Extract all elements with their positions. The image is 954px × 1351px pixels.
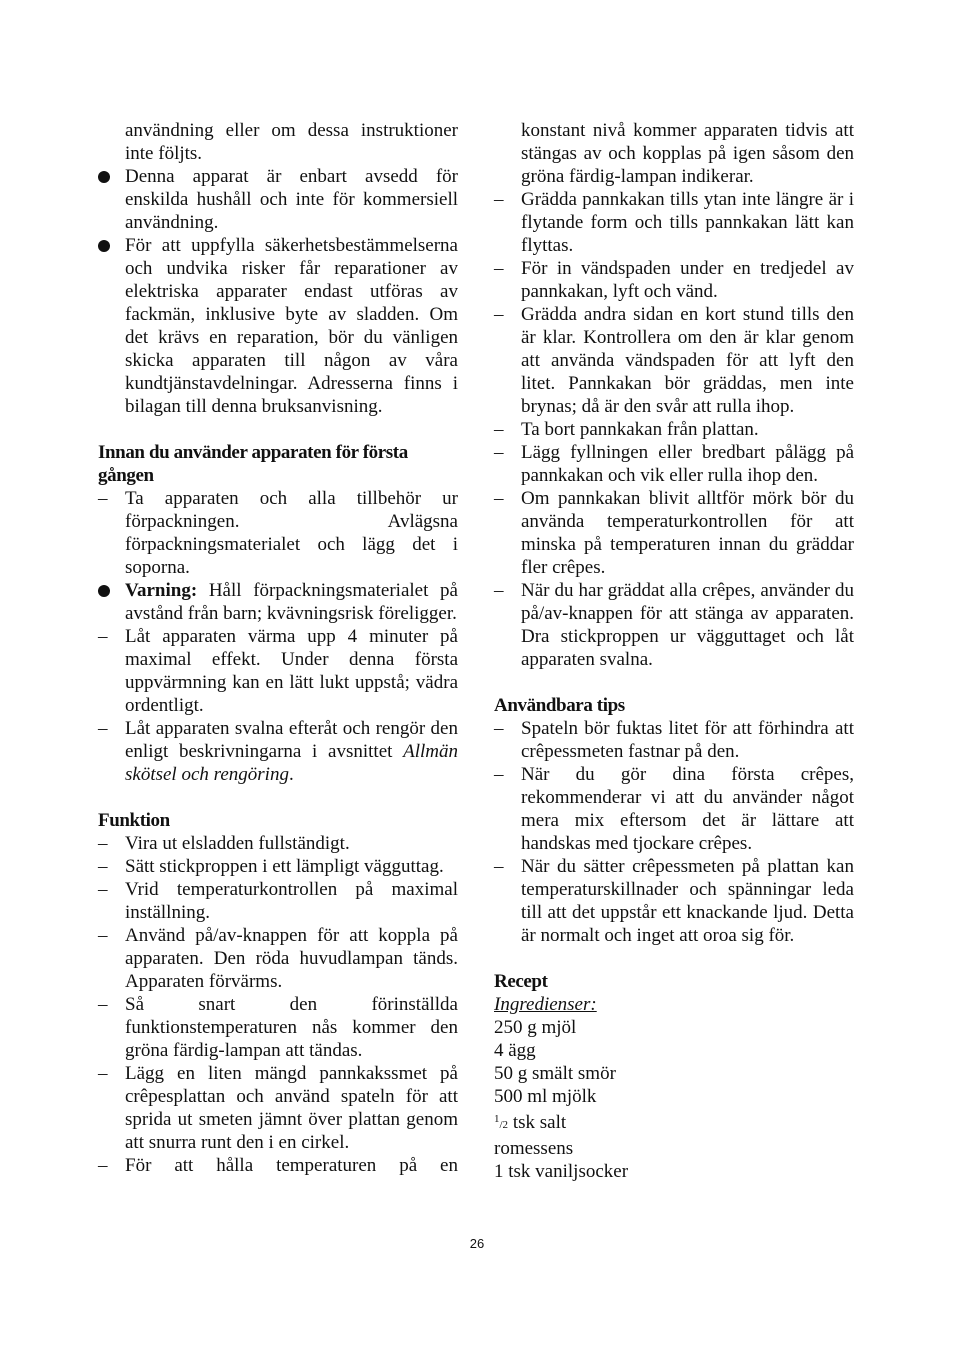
item-text: Sätt stickproppen i ett lämpligt vägguttag. <box>125 856 444 877</box>
item-text: Använd på/av-knappen för att koppla på apparaten. Den röda huvudlampan tänds. Apparaten förvärms. <box>125 925 458 992</box>
ingredient-line: 250 g mjöl <box>494 1017 577 1038</box>
dash-icon: – <box>494 258 504 279</box>
dash-item <box>98 717 458 786</box>
dash-icon: – <box>494 304 504 325</box>
item-text: Vrid temperaturkontrollen på maximal inställning. <box>125 879 458 923</box>
continued-text: konstant nivå kommer apparaten tidvis att stängas av och kopplas på igen såsom den gröna färdig-lampan indikerar. <box>521 120 854 187</box>
dash-item <box>98 1154 458 1177</box>
bullet-item <box>98 234 458 418</box>
ingredient-text: tsk salt <box>508 1112 567 1133</box>
bullet-text: Denna apparat är enbart avsedd för enskilda hushåll och inte för kommersiell användning. <box>125 166 458 233</box>
dash-icon: – <box>98 626 108 647</box>
dash-icon: – <box>98 994 108 1015</box>
item-text: Låt apparaten värma upp 4 minuter på maximal effekt. Under denna första uppvärmning kan en lätt lukt uppstå; vädra ordentligt. <box>125 626 458 716</box>
dash-item <box>494 188 854 257</box>
dash-item <box>98 993 458 1062</box>
dash-icon: – <box>98 925 108 946</box>
item-text: Ta bort pannkakan från plattan. <box>521 419 759 440</box>
page-number: 26 <box>469 1236 485 1251</box>
dash-item <box>98 855 458 878</box>
dash-icon: – <box>494 419 504 440</box>
spacer <box>494 671 854 694</box>
item-text: Vira ut elsladden fullständigt. <box>125 833 350 854</box>
item-text: Om pannkakan blivit alltför mörk bör du använda temperaturkontrollen för att minska på temperaturen innan du gräddar fler crêpes. <box>521 488 854 578</box>
section-heading: Innan du använder apparaten för första gången <box>98 442 408 486</box>
fraction-numerator: 1 <box>494 1113 500 1125</box>
bullet-dot-icon <box>98 234 125 258</box>
ingredient-line: 500 ml mjölk <box>494 1086 597 1107</box>
dash-icon: – <box>98 1155 108 1176</box>
dash-icon: – <box>494 764 504 785</box>
dash-item <box>494 717 854 763</box>
item-text-end: . <box>288 764 294 785</box>
item-text: Låt apparaten svalna efteråt och rengör den enligt beskrivningarna i avsnittet <box>125 718 458 762</box>
item-text: Grädda pannkakan tills ytan inte längre är i flytande form och tills pannkakan lätt kan flyttas. <box>521 189 854 256</box>
right-column <box>494 119 854 1183</box>
continued-text: användning eller om dessa instruktioner inte följts. <box>125 120 458 164</box>
dash-icon: – <box>98 856 108 877</box>
item-text: När du sätter crêpessmeten på plattan kan temperaturskillnader och spänningar leda till att det uppstår ett knackande ljud. Detta är normalt och inget att oroa sig för. <box>521 856 854 946</box>
bullet-dot-icon <box>98 165 125 189</box>
dash-item <box>98 878 458 924</box>
dash-icon: – <box>98 488 108 509</box>
ingredient-line <box>494 1108 854 1137</box>
dash-icon: – <box>494 442 504 463</box>
section-reference: Allmän skötsel och rengöring <box>125 741 458 785</box>
dash-item <box>494 418 854 441</box>
dash-item <box>98 924 458 993</box>
spacer <box>98 786 458 809</box>
section-heading: Användbara tips <box>494 695 625 716</box>
dash-item <box>494 441 854 487</box>
dash-item <box>494 303 854 418</box>
dash-icon: – <box>494 856 504 877</box>
dash-icon: – <box>98 879 108 900</box>
ingredient-line: 1 tsk vaniljsocker <box>494 1161 629 1182</box>
item-text: Ta apparaten och alla tillbehör ur förpackningen. Avlägsna förpackningsmaterialet och lägg det i soporna. <box>125 488 458 578</box>
dash-icon: – <box>98 1063 108 1084</box>
bullet-dot-icon <box>98 579 125 603</box>
dash-icon: – <box>98 718 108 739</box>
dash-item <box>98 487 458 579</box>
dash-icon: – <box>494 718 504 739</box>
item-text: För att hålla temperaturen på en <box>125 1155 458 1176</box>
item-text: När du har gräddat alla crêpes, använder du på/av-knappen för att stänga av apparaten. Dra stickproppen ur vägguttaget och låt apparaten svalna. <box>521 580 854 670</box>
dash-item <box>494 763 854 855</box>
fraction-denominator: /2 <box>499 1119 509 1131</box>
bullet-item <box>98 165 458 234</box>
warning-text: Håll förpackningsmaterialet på avstånd från barn; kvävningsrisk föreligger. <box>125 580 458 624</box>
dash-item <box>494 487 854 579</box>
ingredient-line: 4 ägg <box>494 1040 536 1061</box>
warning-label: Varning: <box>125 580 198 601</box>
spacer <box>494 947 854 970</box>
item-text: För in vändspaden under en tredjedel av pannkakan, lyft och vänd. <box>521 258 854 302</box>
section-heading: Funktion <box>98 810 170 831</box>
dash-icon: – <box>494 488 504 509</box>
spacer <box>98 418 458 441</box>
warning-item <box>98 579 458 625</box>
dash-item <box>98 625 458 717</box>
section-heading: Recept <box>494 971 548 992</box>
ingredient-line: romessens <box>494 1138 574 1159</box>
item-text: Så snart den förinställda funktionstemperaturen nås kommer den gröna färdig-lampan att tändas. <box>125 994 458 1061</box>
dash-item <box>494 579 854 671</box>
item-text: Lägg en liten mängd pannkakssmet på crêpesplattan och använd spateln för att sprida ut smeten jämnt över plattan genom att snurra runt den i en cirkel. <box>125 1063 458 1153</box>
dash-item <box>494 855 854 947</box>
dash-item <box>98 832 458 855</box>
bullet-text: För att uppfylla säkerhetsbestämmelserna och undvika risker får reparationer av elektriska apparater endast utföras av fackmän, inklusive byte av sladden. Om det krävs en reparation, bör du vänligen skicka apparaten till någon av våra kundtjänstavdelningar. Adresserna finns i bilagan till denna bruksanvisning. <box>125 235 458 417</box>
item-text: När du gör dina första crêpes, rekommenderar vi att du använder något mera mix eftersom det är lättare att handskas med tjockare crêpes. <box>521 764 854 854</box>
ingredients-subheading: Ingredienser: <box>494 994 597 1015</box>
ingredient-line: 50 g smält smör <box>494 1063 616 1084</box>
dash-icon: – <box>494 189 504 210</box>
dash-icon: – <box>98 833 108 854</box>
item-text: Grädda andra sidan en kort stund tills den är klar. Kontrollera om den är klar genom att använda vändspaden för att lyft den litet. Pannkakan bör gräddas, men inte brynas; då är den svår att rulla ihop. <box>521 304 854 417</box>
dash-item <box>98 1062 458 1154</box>
item-text: Spateln bör fuktas litet för att förhindra att crêpessmeten fastnar på den. <box>521 718 854 762</box>
dash-item <box>494 257 854 303</box>
item-text: Lägg fyllningen eller bredbart pålägg på pannkakan och vik eller rulla ihop den. <box>521 442 854 486</box>
left-column <box>98 119 458 1177</box>
dash-icon: – <box>494 580 504 601</box>
